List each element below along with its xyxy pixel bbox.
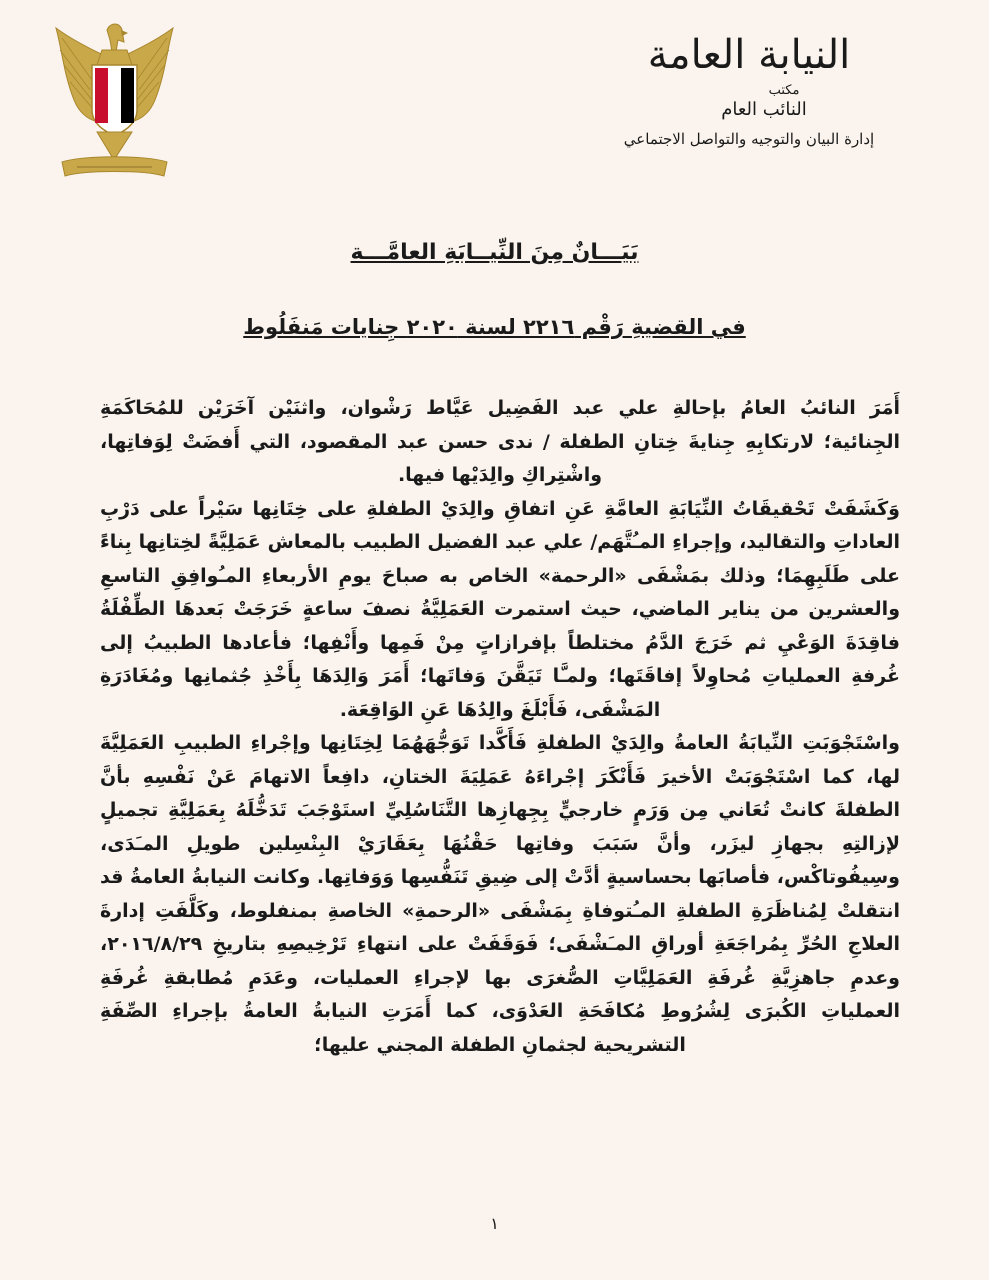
attorney-general-label: النائب العام <box>721 99 807 120</box>
egypt-eagle-emblem-icon <box>52 20 177 185</box>
page-number: ١ <box>490 1214 499 1233</box>
statement-body <box>100 392 900 1062</box>
statement-title: بَيَـــانٌ مِنَ النِّيــابَةِ العامَّـــة <box>350 240 639 265</box>
paragraph-referral: أَمَرَ النائبُ العامُ بإحالةِ علي عبد الفَضِيل عَيَّاط رَشْوان، واثنَيْن آخَرَيْن للمُحَاكَمَةِ الجِنائية؛ لارتكابِهِ جِنايةَ خِتانِ الطفلة / ندى حسن عبد المقصود، التي أَفضَتْ لِوَفاتِها، واشْتِراكِ والِدَيْها فيها. <box>100 397 900 486</box>
department-name: إدارة البيان والتوجيه والتواصل الاجتماعي <box>623 130 875 148</box>
letterhead <box>619 30 879 152</box>
office-label: مكتب <box>768 83 800 98</box>
case-subtitle: في القضيةِ رَقْم ٢٢١٦ لسنة ٢٠٢٠ جِنايات مَنفَلُوط <box>243 315 746 339</box>
paragraph-investigation: وَكَشَفَتْ تَحْقيقَاتُ النِّيَابَةِ العامَّةِ عَنِ اتفاقِ والِدَيْ الطفلةِ على خِتَانِها سَيْراً على دَرْبِ العاداتِ والتقاليد، وإجراءِ المـُتَّهَم/ علي عبد الفضيل الطبيب بالمعاش عَمَلِيَّةً لخِتانِها بِناءً على طَلَبِهِمَا؛ وذلك بمَشْفَى «الرحمة» الخاص به صباحَ يومِ الأربعاءِ المـُوافِقِ التاسعِ والعشرين من يناير الماضي، حيث استمرت العَمَلِيَّةُ نصفَ ساعةٍ خَرَجَتْ بَعدهَا الطِّفْلَةُ فاقِدَةَ الوَعْيِ ثم خَرَجَ الدَّمُ مختلطاً بإفرازاتٍ مِنْ فَمِها وأَنْفِها؛ فأعادها الطبيبُ إلى غُرفةِ العملياتِ مُحاوِلاً إفاقَتَها؛ ولمـَّا تَيَقَّنَ وَفاتَها؛ أَمَرَ وَالِدَهَا بِأَخْذِ جُثمانِها ومُغَادَرَةِ المَشْفَى، فَأَبْلَغَ والِدُهَا عَنِ الوَاقِعَة. <box>100 497 900 721</box>
paragraph-interrogation: واسْتَجْوَبَتِ النِّيابَةُ العامةُ والِدَيْ الطفلةِ فَأَكَّدا تَوَجُّهَهُمَا لِخِتَانِها وإجْراءِ الطبيبِ العَمَلِيَّةَ لها، كما اسْتَجْوَبَتْ الأخيرَ فَأَنْكَرَ إجْراءَهُ عَمَلِيَةَ الختانِ، دافِعاً الاتهامَ عَنْ نَفْسِهِ بأنَّ الطفلةَ كانتْ تُعَاني مِن وَرَمٍ خارجيٍّ بِجِهازِها التَّنَاسُلِيِّ استَوْجَبَ تَدَخُّلَهُ بِعَمَلِيَّةِ تجميلٍ لإزالتِهِ بجهازِ ليزَر، وأنَّ سَبَبَ وفاتِها حَقْنُهَا بِعَقَارَيْ البِنْسِلين طويلِ المـَدَى، وسِيفُوتاكْس، فأصابَها بحساسيةٍ أدَّتْ إلى ضِيقِ تَنَفُّسِها وَوَفاتِها. وكانت النيابةُ العامةُ قد انتقلتْ لِمُناظَرَةِ الطفلةِ المـُتوفاةِ بِمَشْفَى «الرحمةِ» الخاصةِ بمنفلوط، وكَلَّفَتِ إدارةَ العلاجِ الحُرِّ بِمُراجَعَةِ أوراقِ المـَشْفَى؛ فَوَقَفَتْ على انتهاءِ تَرْخِيصِهِ بتاريخِ ٢٠١٦/٨/٢٩، وعدمِ جاهزِيَّةِ غُرفَةِ العَمَلِيَّاتِ الصُّغرَى بها لإجراءِ العمليات، وعَدَمِ مُطابقةِ غُرفَةِ العملياتِ الكُبرَى لِشُرُوطِ مُكافَحَةِ العَدْوَى، كما أَمَرَتِ النيابةُ العامةُ بإجراءِ الصِّفَةِ التشريحية لجثمانِ الطفلة المجني عليها؛ <box>100 732 900 1056</box>
organization-name: النيابة العامة <box>647 32 851 78</box>
